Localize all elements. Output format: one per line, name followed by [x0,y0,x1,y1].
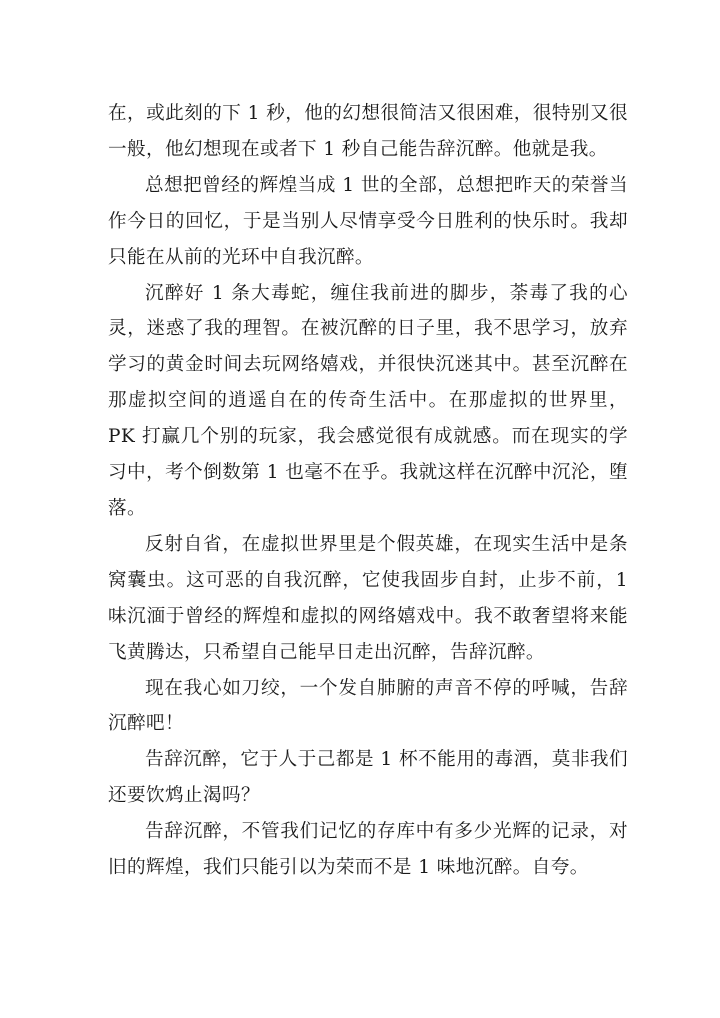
body-text [108,96,628,886]
paragraph-1: 在，或此刻的下 1 秒，他的幻想很简洁又很困难，很特别又很一般，他幻想现在或者下 1 秒自己能告辞沉醉。他就是我。 [108,103,628,160]
paragraph-6: 告辞沉醉，它于人于己都是 1 杯不能用的毒酒，莫非我们还要饮鸩止渴吗？ [108,749,628,807]
paragraph-3: 沉醉好 1 条大毒蛇，缠住我前进的脚步，荼毒了我的心灵，迷惑了我的理智。在被沉醉的日子里，我不思学习，放弃学习的黄金时间去玩网络嬉戏，并很快沉迷其中。甚至沉醉在那虚拟空间的逍遥自在的传奇生活中。在那虚拟的世界里，PK 打赢几个别的玩家，我会感觉很有成就感。而在现实的学习中，考个倒数第 1 也毫不在乎。我就这样在沉醉中沉沦，堕落。 [108,282,628,519]
paragraph-2: 总想把曾经的辉煌当成 1 世的全部，总想把昨天的荣誉当作今日的回忆，于是当别人尽情享受今日胜利的快乐时。我却只能在从前的光环中自我沉醉。 [108,174,628,268]
paragraph-5: 现在我心如刀绞，一个发自肺腑的声音不停的呼喊，告辞沉醉吧！ [108,677,628,735]
paragraph-7: 告辞沉醉，不管我们记忆的存库中有多少光辉的记录，对旧的辉煌，我们只能引以为荣而不是 1 味地沉醉。自夸。 [108,821,628,879]
paragraph-4: 反射自省，在虚拟世界里是个假英雄，在现实生活中是条窝囊虫。这可恶的自我沉醉，它使我固步自封，止步不前，1 味沉湎于曾经的辉煌和虚拟的网络嬉戏中。我不敢奢望将来能飞黄腾达，只希望自己能早日走出沉醉，告辞沉醉。 [108,533,628,663]
